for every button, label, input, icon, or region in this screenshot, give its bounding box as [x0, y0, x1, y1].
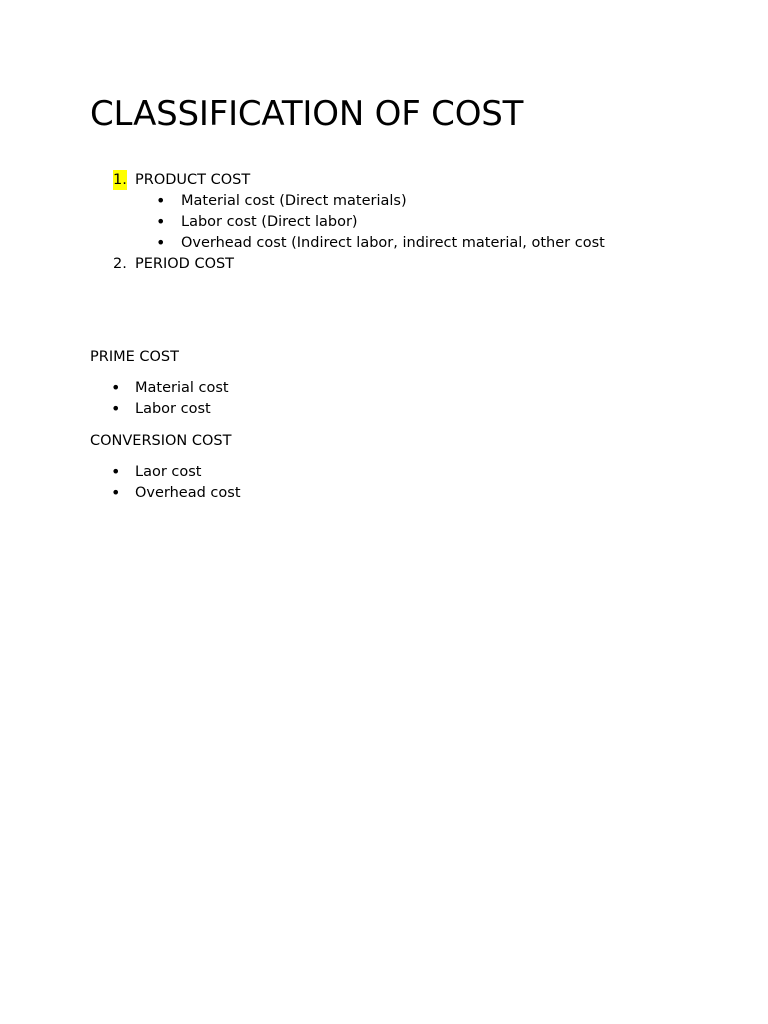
sub-item-overhead-cost: Overhead cost (Indirect labor, indirect material, other cost: [181, 235, 605, 251]
sub-item-labor-cost: Labor cost (Direct labor): [181, 214, 358, 230]
bullet-marker: •: [156, 191, 166, 210]
sub-item-material-cost: Material cost (Direct materials): [181, 193, 407, 209]
prime-item-material-cost: Material cost: [135, 380, 229, 396]
prime-cost-heading: PRIME COST: [90, 349, 179, 365]
conversion-item-overhead-cost: Overhead cost: [135, 485, 241, 501]
page-title: CLASSIFICATION OF COST: [90, 94, 524, 134]
list-number-1: 1.: [113, 172, 127, 188]
conversion-item-labor-cost: Laor cost: [135, 464, 202, 480]
prime-item-labor-cost: Labor cost: [135, 401, 211, 417]
bullet-marker: •: [156, 233, 166, 252]
list-item-product-cost: PRODUCT COST: [135, 172, 251, 188]
list-item-period-cost: PERIOD COST: [135, 256, 235, 272]
bullet-marker: •: [111, 399, 121, 418]
bullet-marker: •: [111, 378, 121, 397]
conversion-cost-heading: CONVERSION COST: [90, 433, 232, 449]
bullet-marker: •: [156, 212, 166, 231]
bullet-marker: •: [111, 483, 121, 502]
list-number-2: 2.: [113, 256, 127, 272]
bullet-marker: •: [111, 462, 121, 481]
